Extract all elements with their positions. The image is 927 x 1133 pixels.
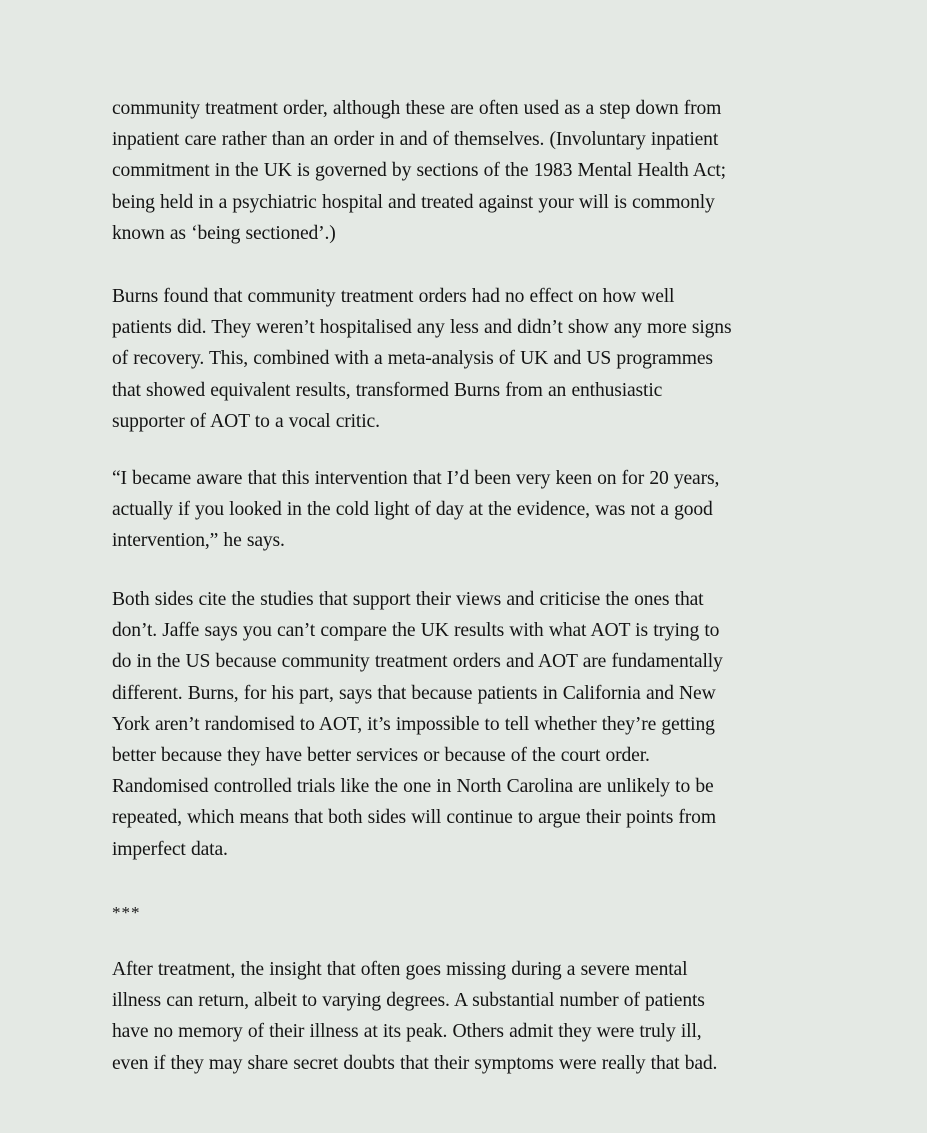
text-line: being held in a psychiatric hospital and treated against your will is commonly <box>112 191 715 213</box>
text-line: “I became aware that this intervention that I’d been very keen on for 20 years, <box>112 468 720 489</box>
text-line: that showed equivalent results, transformed Burns from an enthusiastic <box>112 379 663 401</box>
text-line: Both sides cite the studies that support their views and criticise the ones that <box>112 589 704 610</box>
text-line: do in the US because community treatment orders and AOT are fundamentally <box>112 651 723 673</box>
text-line: Randomised controlled trials like the one in North Carolina are unlikely to be <box>112 776 714 798</box>
paragraph <box>112 93 824 249</box>
text-line: known as ‘being sectioned’.) <box>112 222 336 244</box>
text-line: community treatment order, although these are often used as a step down from <box>112 98 722 119</box>
text-line: illness can return, albeit to varying degrees. A substantial number of patients <box>112 990 705 1012</box>
text-line: repeated, which means that both sides will continue to argue their points from <box>112 807 716 829</box>
paragraph <box>112 281 824 437</box>
text-line: Burns found that community treatment orders had no effect on how well <box>112 286 675 307</box>
text-line: of recovery. This, combined with a meta-analysis of UK and US programmes <box>112 348 713 370</box>
text-line: commitment in the UK is governed by sections of the 1983 Mental Health Act; <box>112 160 726 182</box>
text-line: better because they have better services or because of the court order. <box>112 745 650 767</box>
paragraph <box>112 954 824 1079</box>
text-line: have no memory of their illness at its peak. Others admit they were truly ill, <box>112 1021 702 1043</box>
text-line: even if they may share secret doubts that their symptoms were really that bad. <box>112 1052 718 1074</box>
text-line: patients did. They weren’t hospitalised any less and didn’t show any more signs <box>112 317 732 339</box>
section-separator: *** <box>112 903 141 922</box>
text-line: York aren’t randomised to AOT, it’s impossible to tell whether they’re getting <box>112 713 715 735</box>
paragraph <box>112 584 824 865</box>
text-line: different. Burns, for his part, says that because patients in California and New <box>112 682 716 704</box>
text-line: don’t. Jaffe says you can’t compare the UK results with what AOT is trying to <box>112 620 720 642</box>
quote-paragraph <box>112 463 824 557</box>
text-line: After treatment, the insight that often goes missing during a severe mental <box>112 959 688 980</box>
text-line: supporter of AOT to a vocal critic. <box>112 410 380 432</box>
text-line: imperfect data. <box>112 838 228 860</box>
text-line: intervention,” he says. <box>112 530 285 552</box>
text-line: inpatient care rather than an order in and of themselves. (Involuntary inpatient <box>112 129 719 151</box>
text-line: actually if you looked in the cold light of day at the evidence, was not a good <box>112 499 713 521</box>
